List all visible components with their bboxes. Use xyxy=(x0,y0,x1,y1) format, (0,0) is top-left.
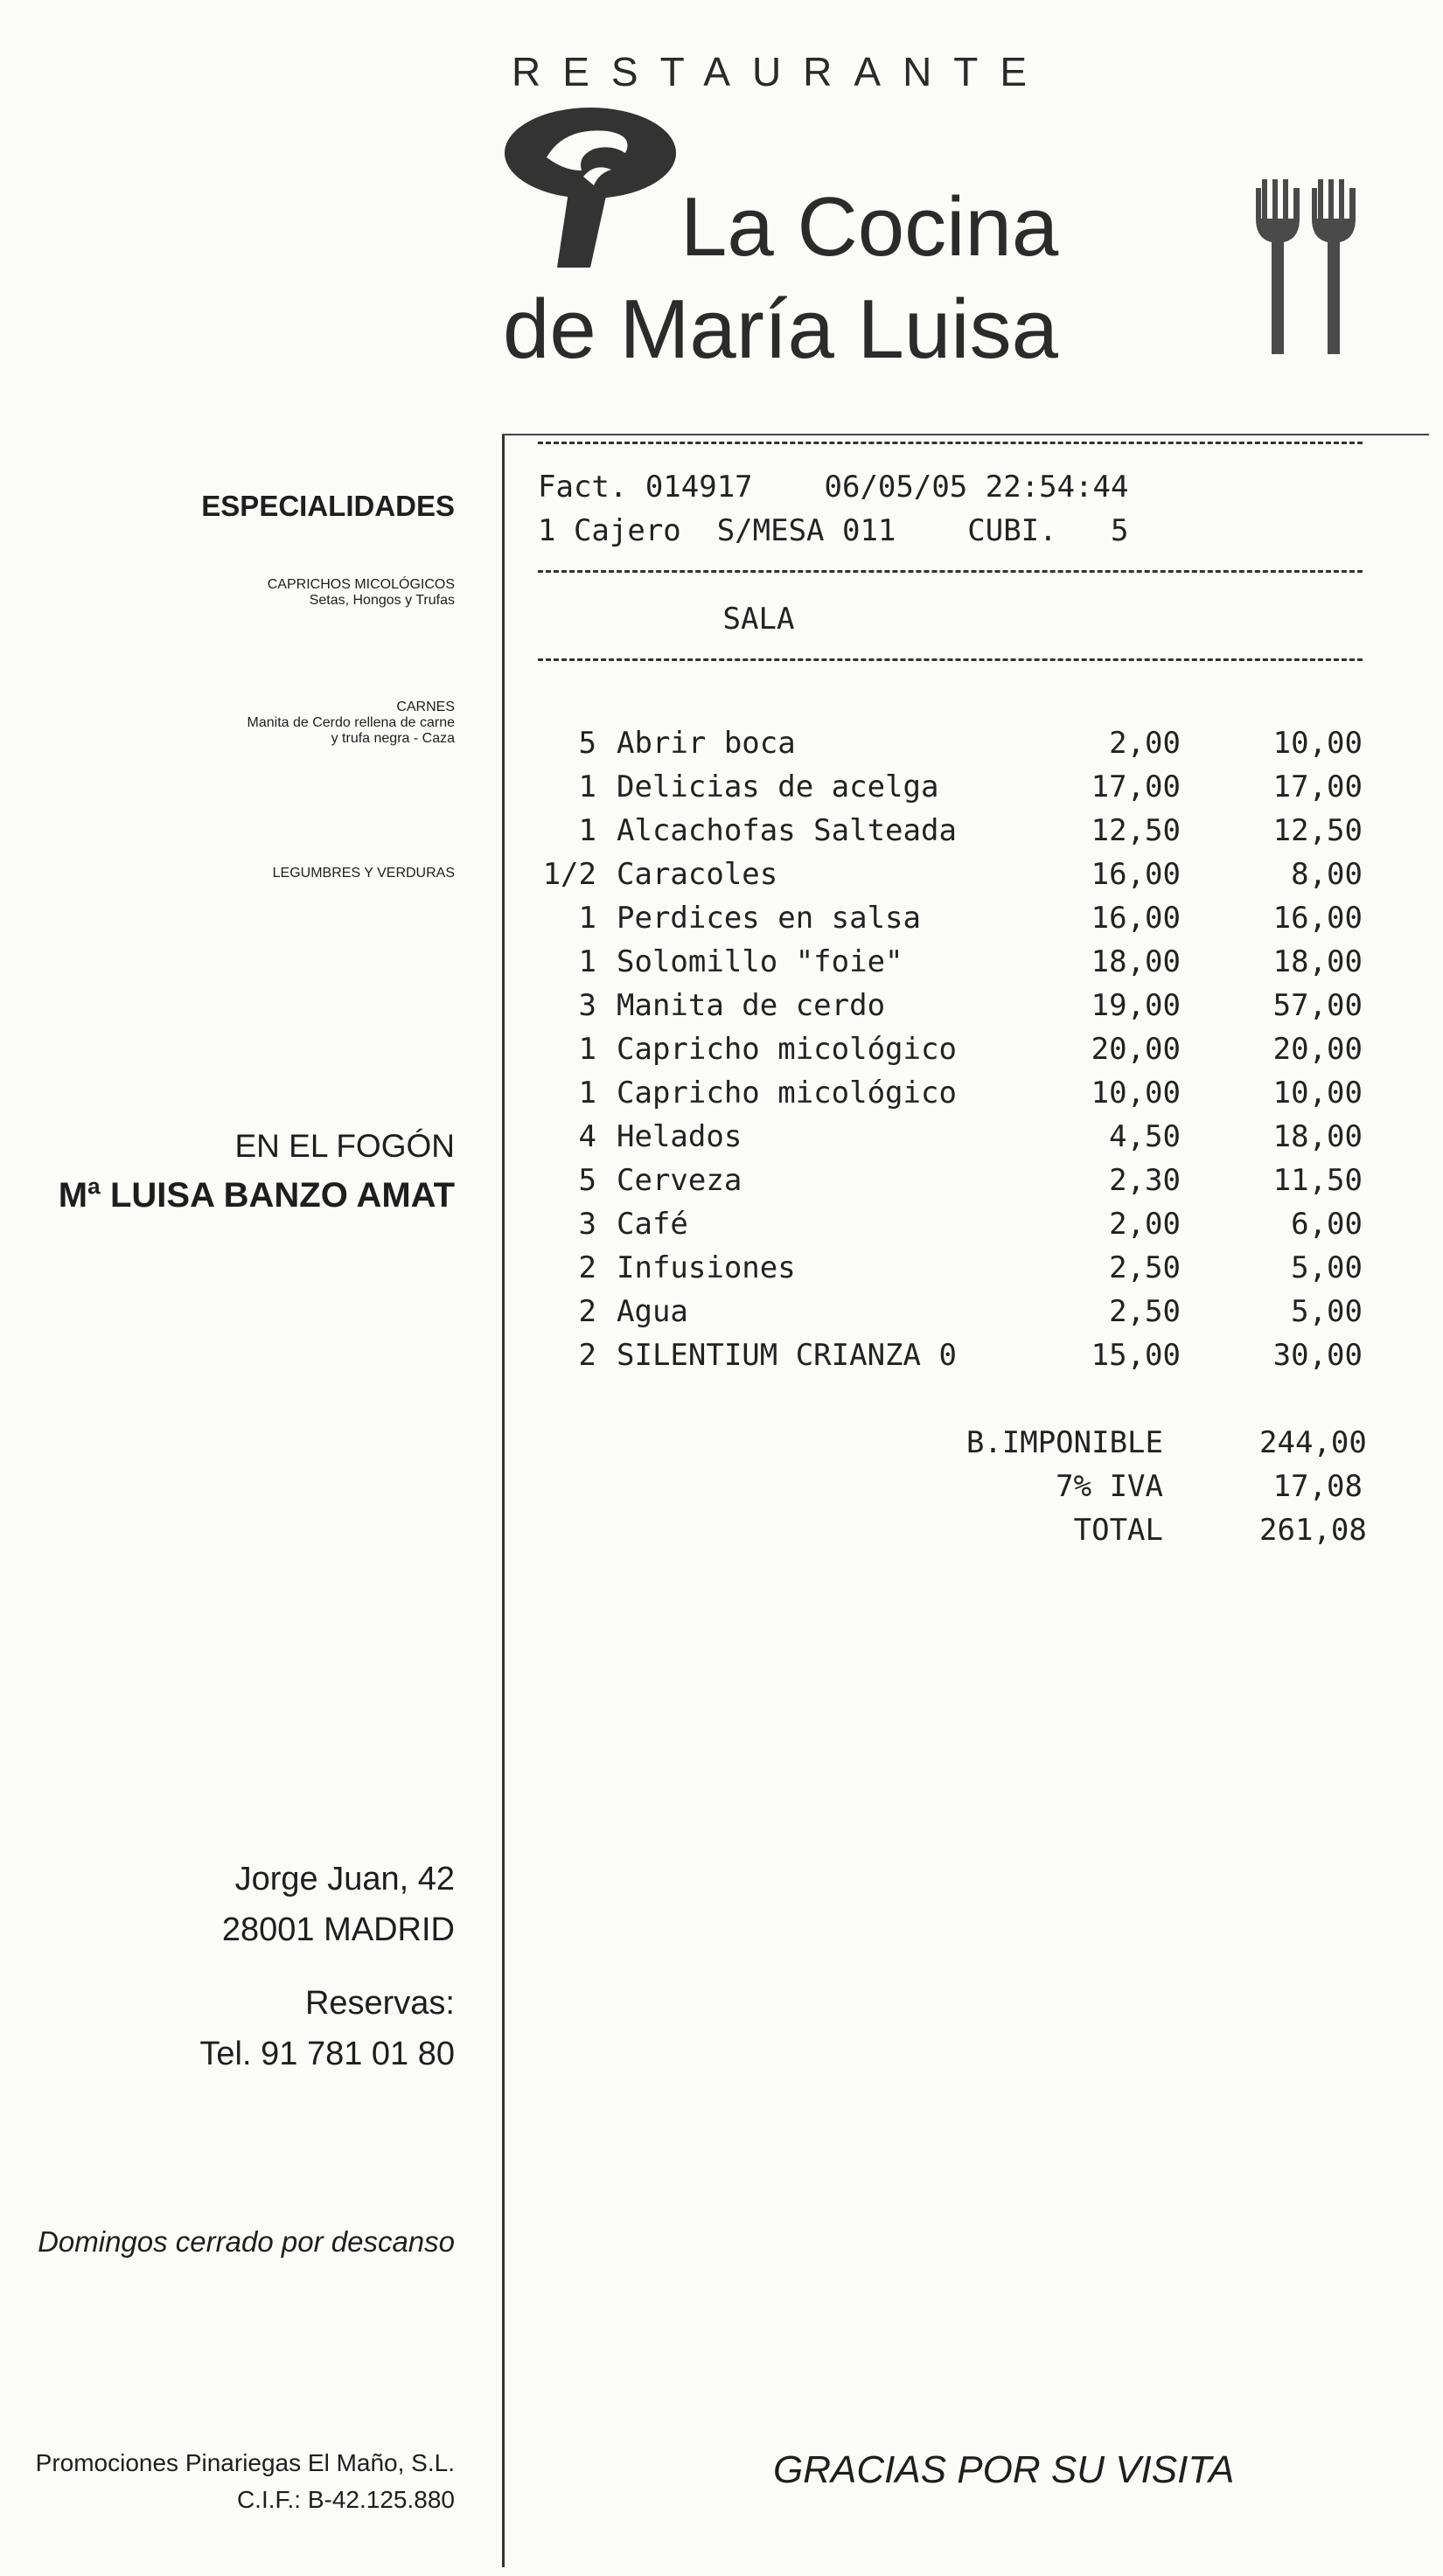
carnes-desc-2: y trufa negra - Caza xyxy=(331,731,455,746)
item-qty: 1 xyxy=(578,769,596,804)
item-price: 10,00 xyxy=(1091,1076,1181,1110)
item-qty: 5 xyxy=(578,726,596,761)
restaurante-label: RESTAURANTE xyxy=(512,49,1049,94)
total-row xyxy=(538,1513,1412,1556)
item-desc: Helados xyxy=(617,1119,742,1154)
item-price: 15,00 xyxy=(1091,1338,1181,1373)
invoice-line: Fact. 014917 06/05/05 22:54:44 xyxy=(538,470,1129,505)
thanks-message: GRACIAS POR SU VISITA xyxy=(773,2448,1235,2491)
receipt-item-row xyxy=(538,857,1412,901)
company-info xyxy=(0,2445,455,2518)
item-list xyxy=(538,726,1412,1382)
company-name: Promociones Pinariegas El Maño, S.L. xyxy=(35,2449,455,2476)
item-qty: 5 xyxy=(578,1163,596,1198)
item-qty: 3 xyxy=(578,1207,596,1242)
total-value: 244,00 xyxy=(1259,1425,1367,1460)
receipt-item-row xyxy=(538,1338,1412,1382)
column-divider xyxy=(502,434,505,2567)
item-price: 2,00 xyxy=(1109,726,1181,761)
item-total: 6,00 xyxy=(1291,1207,1363,1242)
fork-pair-icon xyxy=(1252,171,1362,359)
reservations-label: Reservas: xyxy=(304,1985,455,2022)
receipt-item-row xyxy=(538,1119,1412,1163)
dashed-separator xyxy=(538,658,1363,661)
item-price: 12,50 xyxy=(1091,813,1181,848)
item-desc: Alcachofas Salteada xyxy=(617,813,957,848)
item-qty: 1 xyxy=(578,813,596,848)
reservations xyxy=(0,1978,455,2079)
item-price: 17,00 xyxy=(1091,769,1181,804)
receipt-item-row xyxy=(538,901,1412,944)
receipt-item-row xyxy=(538,944,1412,988)
item-price: 19,00 xyxy=(1091,988,1181,1023)
receipt-item-row xyxy=(538,1250,1412,1294)
totals-block xyxy=(538,1425,1412,1556)
item-desc: Perdices en salsa xyxy=(617,901,921,936)
item-total: 10,00 xyxy=(1272,1076,1363,1110)
section-caprichos xyxy=(0,577,455,609)
item-price: 18,00 xyxy=(1091,944,1181,979)
receipt-item-row xyxy=(538,1207,1412,1250)
receipt-item-row xyxy=(538,1163,1412,1207)
item-total: 12,50 xyxy=(1272,813,1363,848)
item-total: 18,00 xyxy=(1272,944,1363,979)
mushroom-logo-icon xyxy=(503,105,678,271)
receipt-item-row xyxy=(538,813,1412,857)
item-total: 11,50 xyxy=(1272,1163,1363,1198)
company-cif: C.I.F.: B-42.125.880 xyxy=(236,2486,455,2513)
item-total: 8,00 xyxy=(1291,857,1363,892)
item-price: 2,50 xyxy=(1109,1250,1181,1285)
restaurant-name-line2: de María Luisa xyxy=(503,282,1059,376)
item-qty: 2 xyxy=(578,1294,596,1329)
item-total: 57,00 xyxy=(1272,988,1363,1023)
carnes-desc-1: Manita de Cerdo rellena de carne xyxy=(247,715,455,730)
total-label: TOTAL xyxy=(1073,1513,1163,1548)
section-carnes xyxy=(0,700,455,747)
item-price: 2,50 xyxy=(1109,1294,1181,1329)
cashier-line: 1 Cajero S/MESA 011 CUBI. 5 xyxy=(538,513,1129,548)
total-label: 7% IVA xyxy=(1056,1469,1163,1504)
item-total: 5,00 xyxy=(1291,1250,1363,1285)
item-qty: 1 xyxy=(578,944,596,979)
item-qty: 2 xyxy=(578,1250,596,1285)
item-qty: 1 xyxy=(578,1032,596,1067)
restaurant-name-line1: La Cocina xyxy=(680,180,1059,274)
item-price: 2,30 xyxy=(1109,1163,1181,1198)
total-row xyxy=(538,1469,1412,1513)
dashed-separator xyxy=(538,442,1363,444)
item-total: 18,00 xyxy=(1272,1119,1363,1154)
item-total: 10,00 xyxy=(1272,726,1363,761)
receipt-item-row xyxy=(538,1294,1412,1338)
receipt-item-row xyxy=(538,726,1412,769)
carnes-title: CARNES xyxy=(396,700,455,714)
item-desc: Solomillo "foie" xyxy=(617,944,903,979)
item-qty: 1 xyxy=(578,901,596,936)
dashed-separator xyxy=(538,570,1363,573)
specialties-title: ESPECIALIDADES xyxy=(201,490,455,522)
section-label: SALA xyxy=(722,602,795,637)
caprichos-desc: Setas, Hongos y Trufas xyxy=(309,593,455,608)
item-desc: Agua xyxy=(617,1294,688,1329)
total-label: B.IMPONIBLE xyxy=(965,1425,1163,1460)
address-city: 28001 MADRID xyxy=(221,1911,455,1948)
receipt-top-border xyxy=(502,434,1429,435)
item-qty: 3 xyxy=(578,988,596,1023)
item-desc: Café xyxy=(617,1207,688,1242)
item-desc: Cerveza xyxy=(617,1163,742,1198)
receipt-item-row xyxy=(538,769,1412,813)
item-qty: 4 xyxy=(578,1119,596,1154)
item-price: 16,00 xyxy=(1091,901,1181,936)
receipt-item-row xyxy=(538,988,1412,1032)
caprichos-title: CAPRICHOS MICOLÓGICOS xyxy=(267,577,455,592)
item-desc: Infusiones xyxy=(617,1250,796,1285)
legumbres-title: LEGUMBRES Y VERDURAS xyxy=(272,866,455,881)
item-price: 2,00 xyxy=(1109,1207,1181,1242)
item-desc: Manita de cerdo xyxy=(617,988,886,1023)
total-value: 261,08 xyxy=(1259,1513,1367,1548)
item-desc: Abrir boca xyxy=(617,726,796,761)
chef-name: Mª LUISA BANZO AMAT xyxy=(58,1176,455,1215)
item-qty: 1 xyxy=(578,1076,596,1110)
item-desc: Caracoles xyxy=(617,857,778,892)
fogon-title: EN EL FOGÓN xyxy=(234,1128,455,1164)
item-desc: Capricho micológico xyxy=(617,1032,957,1067)
item-price: 20,00 xyxy=(1091,1032,1181,1067)
item-total: 16,00 xyxy=(1272,901,1363,936)
receipt-item-row xyxy=(538,1076,1412,1119)
phone-number: Tel. 91 781 01 80 xyxy=(199,2036,455,2072)
item-price: 4,50 xyxy=(1109,1119,1181,1154)
item-total: 17,00 xyxy=(1272,769,1363,804)
total-value: 17,08 xyxy=(1272,1469,1363,1504)
item-desc: Delicias de acelga xyxy=(617,769,939,804)
item-price: 16,00 xyxy=(1091,857,1181,892)
receipt-item-row xyxy=(538,1032,1412,1076)
total-row xyxy=(538,1425,1412,1469)
item-desc: Capricho micológico xyxy=(617,1076,957,1110)
address xyxy=(0,1854,455,1955)
closed-note: Domingos cerrado por descanso xyxy=(38,2225,455,2258)
address-street: Jorge Juan, 42 xyxy=(234,1861,455,1897)
item-total: 5,00 xyxy=(1291,1294,1363,1329)
item-desc: SILENTIUM CRIANZA 0 xyxy=(617,1338,957,1373)
item-qty: 1/2 xyxy=(542,857,596,892)
item-total: 30,00 xyxy=(1272,1338,1363,1373)
item-qty: 2 xyxy=(578,1338,596,1373)
item-total: 20,00 xyxy=(1272,1032,1363,1067)
